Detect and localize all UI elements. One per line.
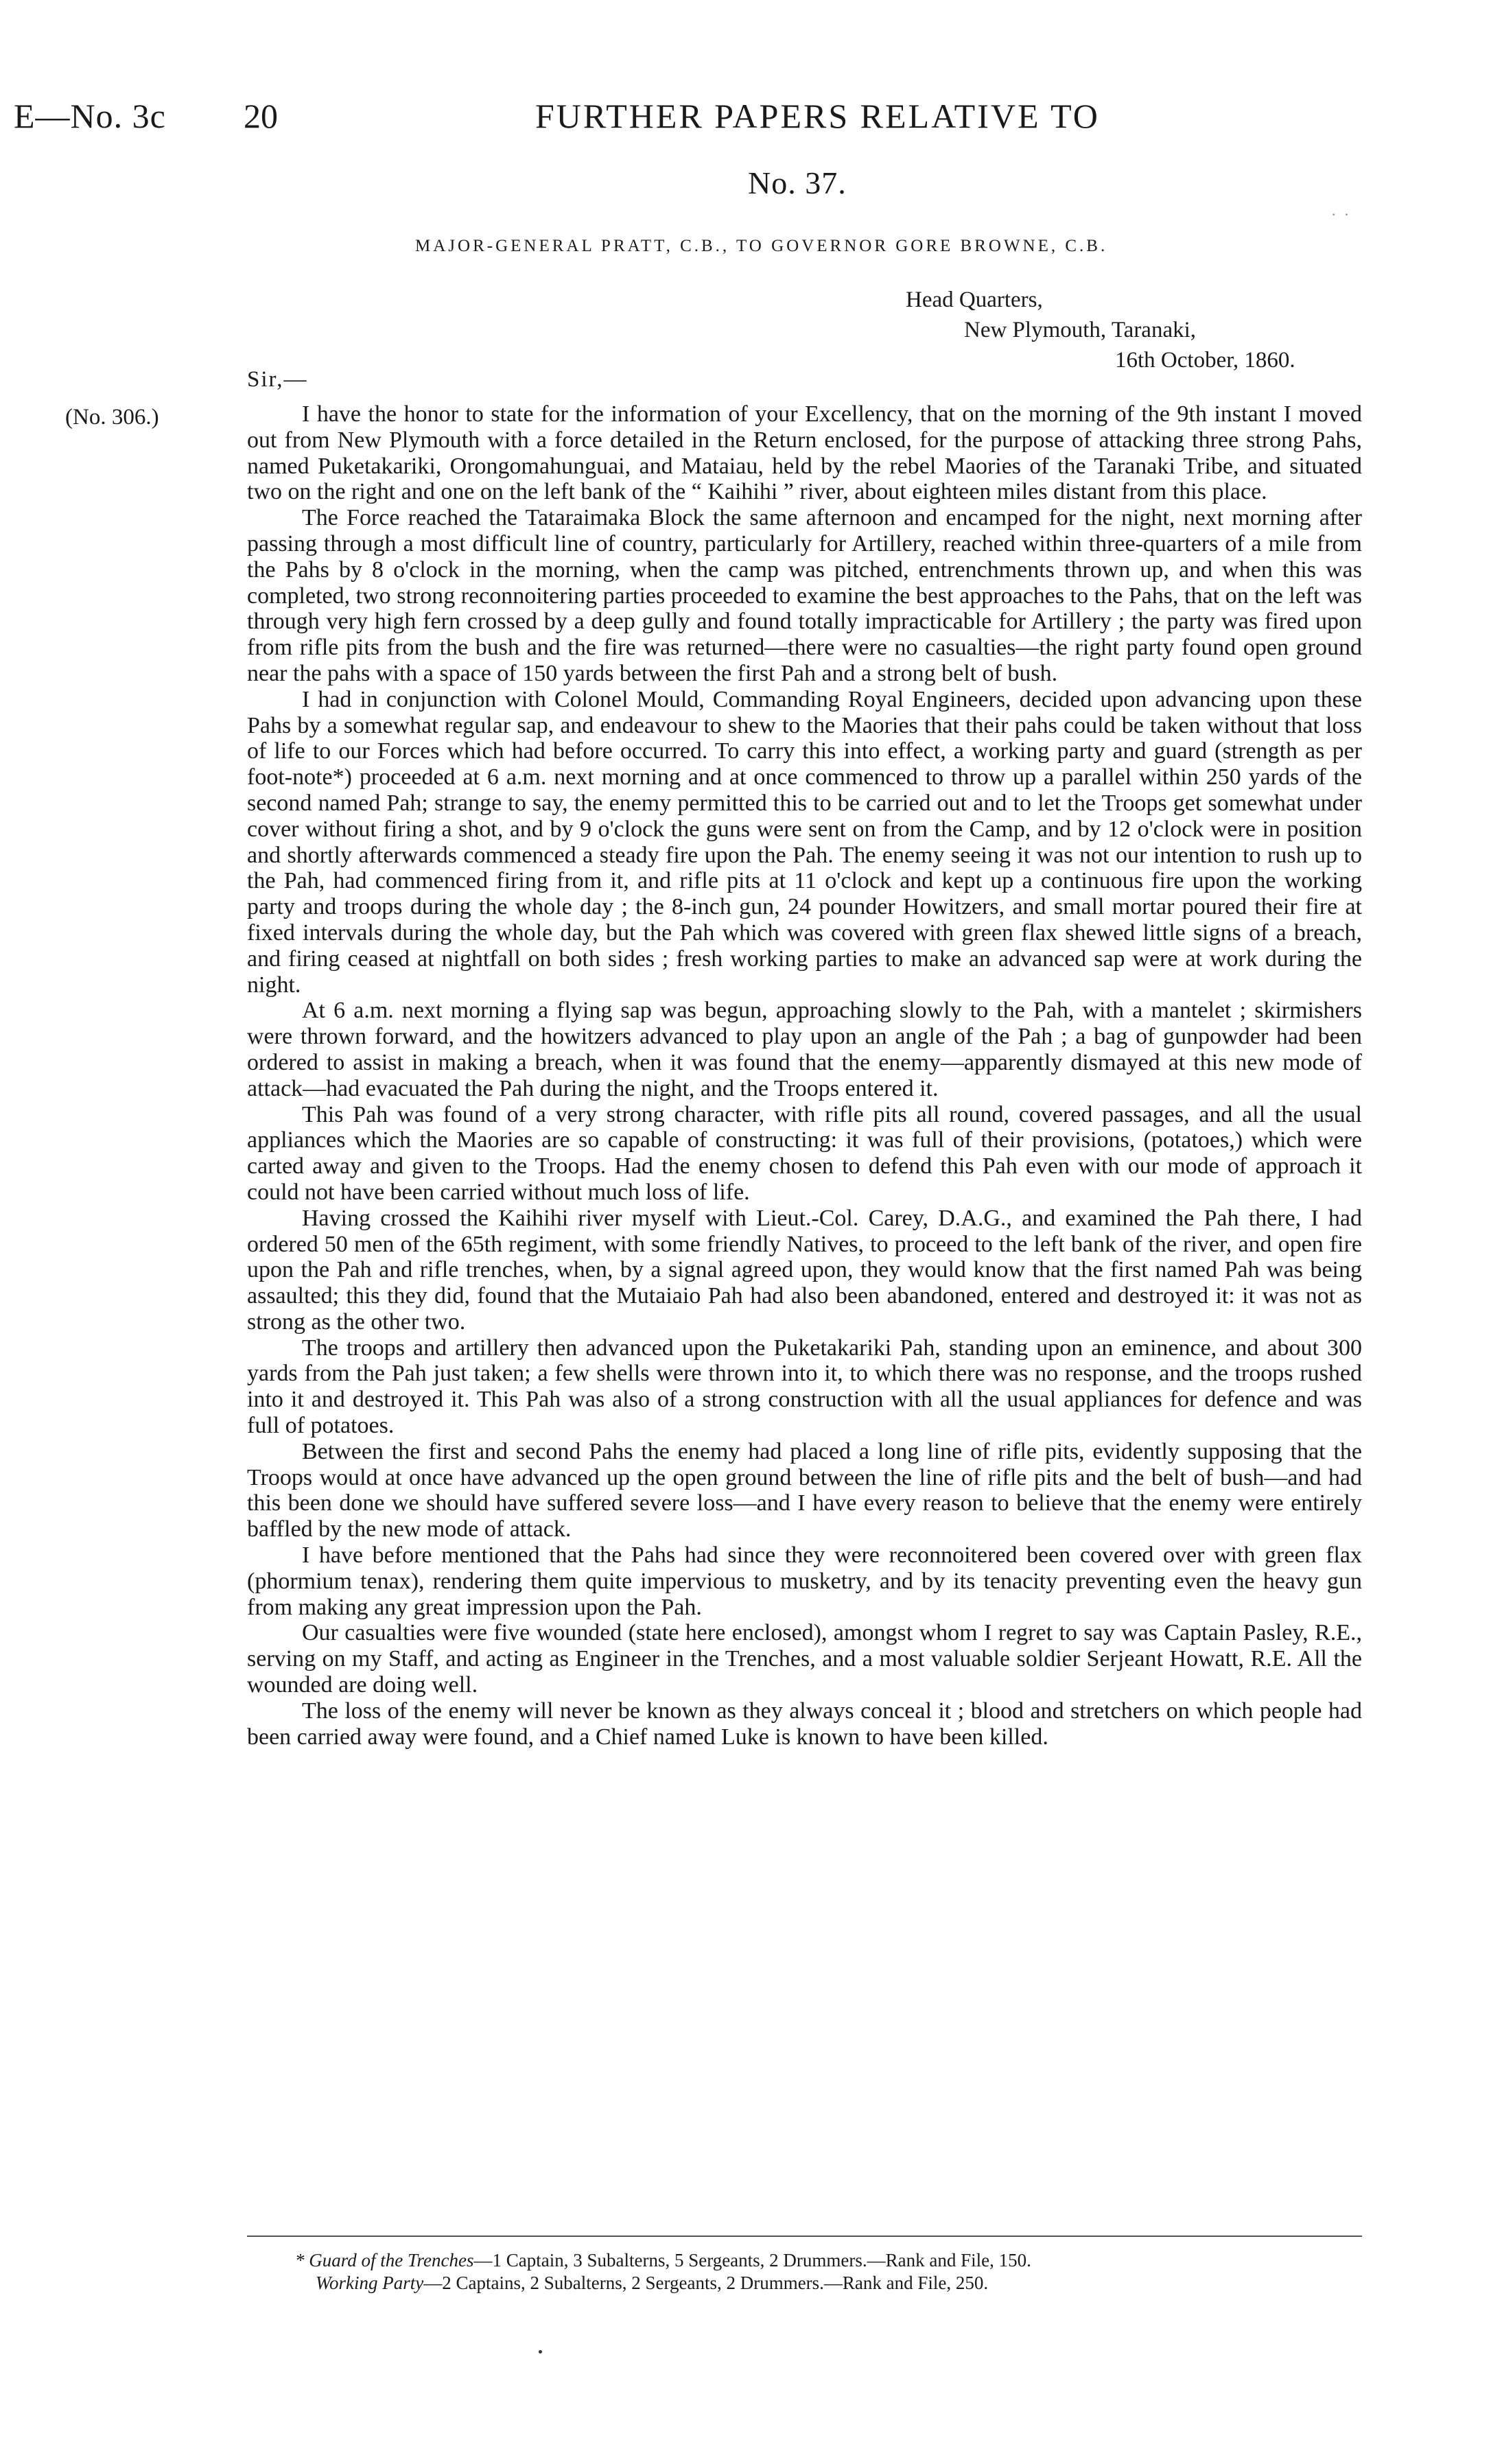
page-header — [0, 96, 1491, 151]
body-paragraph: The troops and artillery then advanced upon the Puketakariki Pah, standing upon an eminence, and about 300 yards from the Pah just taken; a few shells were thrown into it, to which there was no response, and the troops rushed into it and destroyed it. This Pah was also of a strong construction with all the usual appliances for defence and was full of potatoes. — [247, 1335, 1362, 1439]
body-paragraph: Between the first and second Pahs the enemy had placed a long line of rifle pits, evidently supposing that the Troops would at once have advanced up the open ground between the line of rifle pits and the belt of bush—and had this been done we should have suffered severe loss—and I have every reason to believe that the enemy were entirely baffled by the new mode of attack. — [247, 1438, 1362, 1542]
footnote-divider — [247, 2236, 1362, 2237]
document-number: E—No. 3c — [14, 97, 166, 135]
address-line: New Plymouth, Taranaki, — [964, 318, 1197, 342]
footnote-label: Working Party — [316, 2273, 424, 2293]
running-title: FURTHER PAPERS RELATIVE TO — [535, 97, 1100, 135]
decorative-mark: · · — [1331, 206, 1352, 223]
footnote-text: —2 Captains, 2 Subalterns, 2 Sergeants, 2 Drummers.—Rank and File, 250. — [423, 2273, 989, 2293]
body-paragraph: At 6 a.m. next morning a flying sap was begun, approaching slowly to the Pah, with a mantelet ; skirmishers were thrown forward, and the howitzers advanced to play upon an angle of the Pah ; a bag of gunpowder had been ordered to assist in making a breach, when it was found that the enemy—apparently dismayed at this new mode of attack—had evacuated the Pah during the night, and the Troops entered it. — [247, 998, 1362, 1101]
footnote-working-party — [295, 2272, 1031, 2295]
body-paragraph: I had in conjunction with Colonel Mould, Commanding Royal Engineers, decided upon advancing upon these Pahs by a somewhat regular sap, and endeavour to shew to the Maories that their pahs could be taken without that loss of life to our Forces which had before occurred. To carry this into effect, a working party and guard (strength as per foot-note*) proceeded at 6 a.m. next morning and at once commenced to throw up a parallel within 250 yards of the second named Pah; strange to say, the enemy permitted this to be carried out and to let the Troops get somewhat under cover without firing a shot, and by 9 o'clock the guns were sent on from the Camp, and by 12 o'clock were in position and shortly afterwards commenced a steady fire upon the Pah. The enemy seeing it was not our intention to rush up to the Pah, had commenced firing from it, and rifle pits at 11 o'clock and kept up a continuous fire upon the working party and troops during the whole day ; the 8-inch gun, 24 pounder Howitzers, and small mortar poured their fire at fixed intervals during the whole day, but the Pah which was covered with green flax shewed little signs of a breach, and firing ceased at nightfall on both sides ; fresh working parties to make an advanced sap were at work during the night. — [247, 686, 1362, 998]
margin-reference-note: (No. 306.) — [65, 405, 159, 430]
footnote-text: —1 Captain, 3 Subalterns, 5 Sergeants, 2 Drummers.—Rank and File, 150. — [473, 2250, 1031, 2271]
body-paragraph: This Pah was found of a very strong character, with rifle pits all round, covered passages, and all the usual appliances which the Maories are so capable of constructing: it was full of their provisions, (potatoes,) which were carted away and given to the Troops. Had the enemy chosen to defend this Pah even with our mode of approach it could not have been carried without much loss of life. — [247, 1101, 1362, 1205]
body-paragraph: The Force reached the Tataraimaka Block the same afternoon and encamped for the night, next morning after passing through a most difficult line of country, particularly for Artillery, reached within three-quarters of a mile from the Pahs by 8 o'clock in the morning, when the camp was pitched, entrenchments thrown up, and when this was completed, two strong reconnoitering parties proceeded to examine the best approaches to the Pahs, that on the left was through very high fern crossed by a deep gully and found totally impracticable for Artillery ; the party was fired upon from rifle pits from the bush and the fire was returned—there were no casualties—the right party found open ground near the pahs with a space of 150 yards between the first Pah and a strong belt of bush. — [247, 505, 1362, 686]
body-paragraph: Our casualties were five wounded (state here enclosed), amongst whom I regret to say was Captain Pasley, R.E., serving on my Staff, and acting as Engineer in the Trenches, and a most valuable soldier Serjeant Howatt, R.E. All the wounded are doing well. — [247, 1620, 1362, 1698]
footnote-guard — [295, 2249, 1031, 2272]
body-paragraph: The loss of the enemy will never be known as they always conceal it ; blood and stretchers on which people had been carried away were found, and a Chief named Luke is known to have been killed. — [247, 1698, 1362, 1750]
sender-address — [906, 285, 1295, 375]
footnote-label: * Guard of the Trenches — [295, 2250, 474, 2271]
letter-heading: MAJOR-GENERAL PRATT, C.B., TO GOVERNOR GORE BROWNE, C.B. — [415, 237, 1108, 255]
salutation: Sir,— — [247, 367, 308, 392]
body-paragraph: I have the honor to state for the information of your Excellency, that on the morning of the 9th instant I moved out from New Plymouth with a force detailed in the Return enclosed, for the purpose of attacking three strong Pahs, named Puketakariki, Orongomahunguai, and Mataiau, held by the rebel Maories of the Taranaki Tribe, and situated two on the right and one on the left bank of the “ Kaihihi ” river, about eighteen miles distant from this place. — [247, 401, 1362, 505]
letter-body — [247, 401, 1362, 1750]
footnotes — [295, 2249, 1031, 2295]
address-date: 16th October, 1860. — [1115, 348, 1295, 373]
page-number: 20 — [244, 97, 278, 135]
ink-speck — [539, 2350, 542, 2354]
body-paragraph: I have before mentioned that the Pahs had since they were reconnoitered been covered over with green flax (phormium tenax), rendering them quite impervious to musketry, and by its tenacity preventing even the heavy gun from making any great impression upon the Pah. — [247, 1542, 1362, 1620]
body-paragraph: Having crossed the Kaihihi river myself with Lieut.-Col. Carey, D.A.G., and examined the Pah there, I had ordered 50 men of the 65th regiment, with some friendly Natives, to proceed to the left bank of the river, and open fire upon the Pah and rifle trenches, when, by a signal agreed upon, they would know that the first named Pah was being assaulted; this they did, found that the Mutaiaio Pah had also been abandoned, entered and destroyed it: it was not as strong as the other two. — [247, 1205, 1362, 1335]
document-item-number: No. 37. — [748, 165, 847, 200]
address-line: Head Quarters, — [906, 288, 1043, 312]
